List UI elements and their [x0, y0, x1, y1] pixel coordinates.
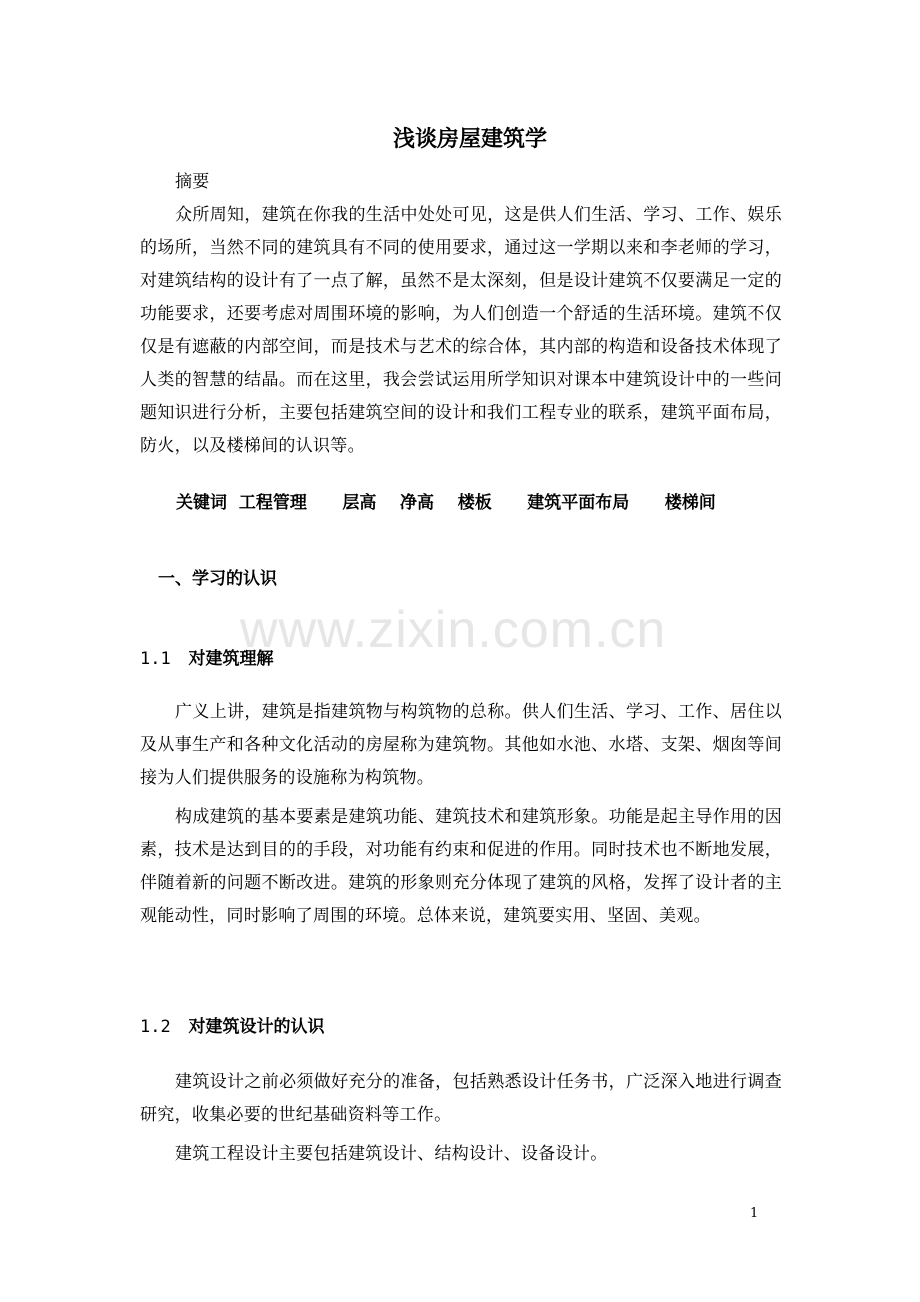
- paragraph-1-1-b: 构成建筑的基本要素是建筑功能、建筑技术和建筑形象。功能是起主导作用的因素，技术是达到目的的手段，对功能有约束和促进的作用。同时技术也不断地发展，伴随着新的问题不断改进。建筑的形象则充分体现了建筑的风格，发挥了设计者的主观能动性，同时影响了周围的环境。总体来说，建筑要实用、坚固、美观。: [140, 807, 782, 926]
- subsection-number: 1.2: [140, 1017, 171, 1037]
- paragraph-1-2-a: 建筑设计之前必须做好充分的准备，包括熟悉设计任务书，广泛深入地进行调查研究，收集必要的世纪基础资料等工作。: [140, 1072, 782, 1125]
- subsection-heading-1-1: [140, 644, 273, 669]
- paragraph-1-1-a: 广义上讲，建筑是指建筑物与构筑物的总称。供人们生活、学习、工作、居住以及从事生产和各种文化活动的房屋称为建筑物。其他如水池、水塔、支架、烟囱等间接为人们提供服务的设施称为构筑物。: [140, 702, 782, 788]
- subsection-heading-1-2: [140, 1012, 324, 1037]
- section-heading-1: 一、学习的认识: [158, 569, 277, 589]
- paragraph-1-2-b: 建筑工程设计主要包括建筑设计、结构设计、设备设计。: [175, 1144, 608, 1164]
- keywords-line: 关键词 工程管理 层高 净高 楼板 建筑平面布局 楼梯间: [176, 493, 716, 513]
- subsection-number: 1.1: [140, 649, 171, 669]
- abstract-paragraph: 众所周知，建筑在你我的生活中处处可见，这是供人们生活、学习、工作、娱乐的场所，当然不同的建筑具有不同的使用要求，通过这一学期以来和李老师的学习，对建筑结构的设计有了一点了解，虽然不是太深刻，但是设计建筑不仅要满足一定的功能要求，还要考虑对周围环境的影响，为人们创造一个舒适的生活环境。建筑不仅仅是有遮蔽的内部空间，而是技术与艺术的综合体，其内部的构造和设备技术体现了人类的智慧的结晶。而在这里，我会尝试运用所学知识对课本中建筑设计中的一些问题知识进行分析，主要包括建筑空间的设计和我们工程专业的联系，建筑平面布局，防火，以及楼梯间的认识等。: [140, 205, 782, 456]
- abstract-label: 摘要: [175, 172, 210, 192]
- subsection-title: 对建筑理解: [188, 649, 274, 669]
- document-title: 浅谈房屋建筑学: [392, 127, 547, 152]
- watermark: www.zixin.com.cn: [240, 601, 667, 659]
- subsection-title: 对建筑设计的认识: [188, 1017, 325, 1037]
- page-number: 1: [750, 1206, 759, 1221]
